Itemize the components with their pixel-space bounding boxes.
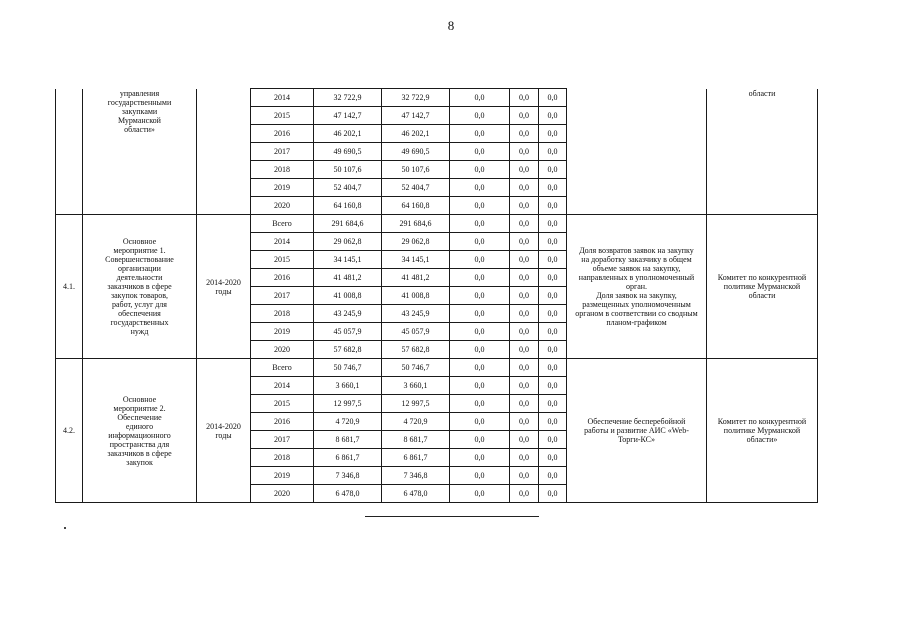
municipal-budget-cell: 0,0	[510, 449, 539, 467]
other-sources-cell: 0,0	[539, 143, 567, 161]
region-budget-cell: 3 660,1	[382, 377, 450, 395]
federal-budget-cell: 0,0	[450, 107, 510, 125]
region-budget-cell: 7 346,8	[382, 467, 450, 485]
other-sources-cell: 0,0	[539, 413, 567, 431]
period-cell: 2014-2020 годы	[197, 359, 251, 503]
federal-budget-cell: 0,0	[450, 89, 510, 107]
municipal-budget-cell: 0,0	[510, 359, 539, 377]
total-cell: 7 346,8	[314, 467, 382, 485]
municipal-budget-cell: 0,0	[510, 431, 539, 449]
municipal-budget-cell: 0,0	[510, 467, 539, 485]
municipal-budget-cell: 0,0	[510, 251, 539, 269]
federal-budget-cell: 0,0	[450, 395, 510, 413]
table-body	[56, 89, 818, 503]
total-cell: 45 057,9	[314, 323, 382, 341]
other-sources-cell: 0,0	[539, 341, 567, 359]
region-budget-cell: 291 684,6	[382, 215, 450, 233]
total-cell: 41 008,8	[314, 287, 382, 305]
year-cell: 2018	[251, 161, 314, 179]
municipal-budget-cell: 0,0	[510, 377, 539, 395]
total-cell: 50 107,6	[314, 161, 382, 179]
table-row	[56, 359, 818, 377]
total-cell: 34 145,1	[314, 251, 382, 269]
other-sources-cell: 0,0	[539, 287, 567, 305]
other-sources-cell: 0,0	[539, 467, 567, 485]
municipal-budget-cell: 0,0	[510, 143, 539, 161]
total-cell: 32 722,9	[314, 89, 382, 107]
other-sources-cell: 0,0	[539, 233, 567, 251]
other-sources-cell: 0,0	[539, 431, 567, 449]
other-sources-cell: 0,0	[539, 449, 567, 467]
other-sources-cell: 0,0	[539, 197, 567, 215]
other-sources-cell: 0,0	[539, 269, 567, 287]
total-cell: 6 861,7	[314, 449, 382, 467]
year-cell: 2016	[251, 413, 314, 431]
year-cell: 2019	[251, 179, 314, 197]
federal-budget-cell: 0,0	[450, 125, 510, 143]
scan-speck	[64, 527, 66, 529]
federal-budget-cell: 0,0	[450, 269, 510, 287]
region-budget-cell: 29 062,8	[382, 233, 450, 251]
other-sources-cell: 0,0	[539, 359, 567, 377]
executor-cell: Комитет по конкурентной политике Мурманской области	[707, 215, 818, 359]
year-cell: 2018	[251, 305, 314, 323]
total-cell: 291 684,6	[314, 215, 382, 233]
program-table	[55, 88, 818, 503]
region-budget-cell: 45 057,9	[382, 323, 450, 341]
total-cell: 43 245,9	[314, 305, 382, 323]
municipal-budget-cell: 0,0	[510, 269, 539, 287]
municipal-budget-cell: 0,0	[510, 179, 539, 197]
region-budget-cell: 41 008,8	[382, 287, 450, 305]
municipal-budget-cell: 0,0	[510, 161, 539, 179]
municipal-budget-cell: 0,0	[510, 107, 539, 125]
total-cell: 64 160,8	[314, 197, 382, 215]
federal-budget-cell: 0,0	[450, 179, 510, 197]
total-cell: 57 682,8	[314, 341, 382, 359]
other-sources-cell: 0,0	[539, 377, 567, 395]
total-cell: 52 404,7	[314, 179, 382, 197]
region-budget-cell: 52 404,7	[382, 179, 450, 197]
other-sources-cell: 0,0	[539, 89, 567, 107]
municipal-budget-cell: 0,0	[510, 197, 539, 215]
federal-budget-cell: 0,0	[450, 467, 510, 485]
year-cell: 2017	[251, 431, 314, 449]
year-cell: 2020	[251, 485, 314, 503]
other-sources-cell: 0,0	[539, 485, 567, 503]
period-cell: 2014-2020 годы	[197, 215, 251, 359]
federal-budget-cell: 0,0	[450, 449, 510, 467]
municipal-budget-cell: 0,0	[510, 287, 539, 305]
region-budget-cell: 50 746,7	[382, 359, 450, 377]
federal-budget-cell: 0,0	[450, 305, 510, 323]
region-budget-cell: 8 681,7	[382, 431, 450, 449]
executor-cell: области	[707, 89, 818, 215]
goal-indicator-cell	[567, 89, 707, 215]
table-row	[56, 89, 818, 107]
year-cell: 2015	[251, 251, 314, 269]
region-budget-cell: 64 160,8	[382, 197, 450, 215]
municipal-budget-cell: 0,0	[510, 395, 539, 413]
other-sources-cell: 0,0	[539, 395, 567, 413]
year-cell: 2020	[251, 197, 314, 215]
federal-budget-cell: 0,0	[450, 341, 510, 359]
region-budget-cell: 41 481,2	[382, 269, 450, 287]
footnote-separator-line	[365, 516, 539, 517]
row-number-cell: 4.2.	[56, 359, 83, 503]
federal-budget-cell: 0,0	[450, 251, 510, 269]
year-cell: Всего	[251, 359, 314, 377]
year-cell: 2017	[251, 287, 314, 305]
region-budget-cell: 47 142,7	[382, 107, 450, 125]
year-cell: 2014	[251, 233, 314, 251]
year-cell: 2017	[251, 143, 314, 161]
year-cell: 2019	[251, 467, 314, 485]
other-sources-cell: 0,0	[539, 179, 567, 197]
year-cell: 2015	[251, 395, 314, 413]
total-cell: 50 746,7	[314, 359, 382, 377]
year-cell: 2015	[251, 107, 314, 125]
period-cell	[197, 89, 251, 215]
year-cell: 2020	[251, 341, 314, 359]
total-cell: 4 720,9	[314, 413, 382, 431]
activity-name-cell: Основное мероприятие 1. Совершенствование организации деятельности заказчиков в сфере закупок товаров, работ, услуг для обеспечения государственных нужд	[83, 215, 197, 359]
federal-budget-cell: 0,0	[450, 413, 510, 431]
activity-name-cell: Основное мероприятие 2. Обеспечение единого информационного пространства для заказчиков в сфере закупок	[83, 359, 197, 503]
other-sources-cell: 0,0	[539, 251, 567, 269]
total-cell: 41 481,2	[314, 269, 382, 287]
goal-indicator-cell: Доля возвратов заявок на закупку на доработку заказчику в общем объеме заявок на закупку, направленных в уполномоченный орган. Доля заявок на закупку, размещенных уполномоченным органом в соответствии со сводным планом-графиком	[567, 215, 707, 359]
year-cell: 2016	[251, 125, 314, 143]
region-budget-cell: 50 107,6	[382, 161, 450, 179]
activity-name-cell: управления государственными закупками Мурманской области»	[83, 89, 197, 215]
other-sources-cell: 0,0	[539, 215, 567, 233]
municipal-budget-cell: 0,0	[510, 323, 539, 341]
federal-budget-cell: 0,0	[450, 233, 510, 251]
region-budget-cell: 49 690,5	[382, 143, 450, 161]
total-cell: 12 997,5	[314, 395, 382, 413]
federal-budget-cell: 0,0	[450, 359, 510, 377]
federal-budget-cell: 0,0	[450, 431, 510, 449]
region-budget-cell: 32 722,9	[382, 89, 450, 107]
municipal-budget-cell: 0,0	[510, 485, 539, 503]
federal-budget-cell: 0,0	[450, 215, 510, 233]
region-budget-cell: 57 682,8	[382, 341, 450, 359]
federal-budget-cell: 0,0	[450, 377, 510, 395]
total-cell: 3 660,1	[314, 377, 382, 395]
year-cell: 2014	[251, 89, 314, 107]
municipal-budget-cell: 0,0	[510, 341, 539, 359]
other-sources-cell: 0,0	[539, 305, 567, 323]
federal-budget-cell: 0,0	[450, 161, 510, 179]
total-cell: 29 062,8	[314, 233, 382, 251]
federal-budget-cell: 0,0	[450, 143, 510, 161]
year-cell: 2014	[251, 377, 314, 395]
municipal-budget-cell: 0,0	[510, 413, 539, 431]
year-cell: 2018	[251, 449, 314, 467]
municipal-budget-cell: 0,0	[510, 233, 539, 251]
region-budget-cell: 43 245,9	[382, 305, 450, 323]
federal-budget-cell: 0,0	[450, 485, 510, 503]
table-row	[56, 215, 818, 233]
federal-budget-cell: 0,0	[450, 197, 510, 215]
goal-indicator-cell: Обеспечение бесперебойной работы и развитие АИС «Web- Торги-КС»	[567, 359, 707, 503]
other-sources-cell: 0,0	[539, 107, 567, 125]
region-budget-cell: 12 997,5	[382, 395, 450, 413]
other-sources-cell: 0,0	[539, 323, 567, 341]
municipal-budget-cell: 0,0	[510, 89, 539, 107]
federal-budget-cell: 0,0	[450, 323, 510, 341]
total-cell: 49 690,5	[314, 143, 382, 161]
other-sources-cell: 0,0	[539, 125, 567, 143]
year-cell: Всего	[251, 215, 314, 233]
region-budget-cell: 6 478,0	[382, 485, 450, 503]
region-budget-cell: 6 861,7	[382, 449, 450, 467]
municipal-budget-cell: 0,0	[510, 125, 539, 143]
municipal-budget-cell: 0,0	[510, 215, 539, 233]
executor-cell: Комитет по конкурентной политике Мурманской области»	[707, 359, 818, 503]
region-budget-cell: 46 202,1	[382, 125, 450, 143]
other-sources-cell: 0,0	[539, 161, 567, 179]
municipal-budget-cell: 0,0	[510, 305, 539, 323]
total-cell: 6 478,0	[314, 485, 382, 503]
year-cell: 2016	[251, 269, 314, 287]
total-cell: 8 681,7	[314, 431, 382, 449]
region-budget-cell: 4 720,9	[382, 413, 450, 431]
total-cell: 46 202,1	[314, 125, 382, 143]
row-number-cell: 4.1.	[56, 215, 83, 359]
total-cell: 47 142,7	[314, 107, 382, 125]
region-budget-cell: 34 145,1	[382, 251, 450, 269]
year-cell: 2019	[251, 323, 314, 341]
federal-budget-cell: 0,0	[450, 287, 510, 305]
row-number-cell	[56, 89, 83, 215]
page-number: 8	[447, 18, 455, 33]
